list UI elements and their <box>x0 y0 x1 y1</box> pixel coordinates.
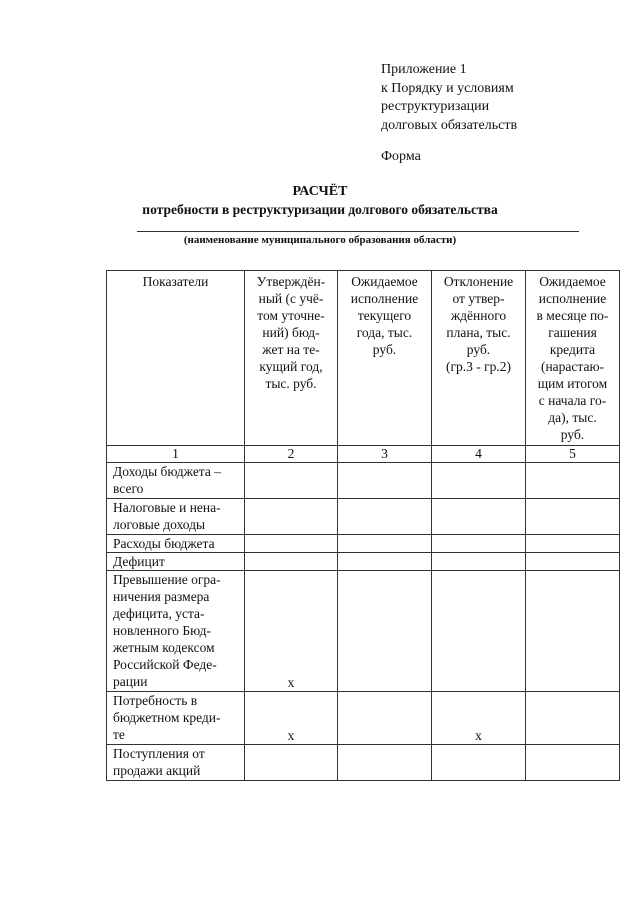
value-cell <box>245 463 338 499</box>
row-label: Доходы бюджета – всего <box>107 463 245 499</box>
municipality-name-line <box>137 231 579 232</box>
calculation-table <box>106 270 620 781</box>
municipality-name-caption: (наименование муниципального образования области) <box>183 234 457 246</box>
value-cell <box>432 745 526 781</box>
row-label: Расходы бюджета <box>107 535 245 553</box>
value-cell <box>432 499 526 535</box>
value-cell <box>245 553 338 571</box>
value-cell <box>338 692 432 745</box>
header-text: Ожидаемое исполнение текущего года, тыс. руб. <box>350 274 419 357</box>
row-label: Потребность в бюджетном креди- те <box>107 692 245 745</box>
value-cell <box>526 571 620 692</box>
value-cell <box>432 571 526 692</box>
table-row <box>107 692 620 745</box>
table-row <box>107 745 620 781</box>
value-cell <box>245 535 338 553</box>
value-cell: x <box>245 571 338 692</box>
row-label: Налоговые и нена- логовые доходы <box>107 499 245 535</box>
table-row <box>107 571 620 692</box>
value-cell <box>338 745 432 781</box>
header-text: Утверждён- ный (с учё- том уточне- ний) бюд- жет на те- кущий год, тыс. руб. <box>256 274 326 391</box>
form-label: Форма <box>381 149 421 164</box>
appendix-line: к Порядку и условиям <box>381 80 514 96</box>
column-number: 2 <box>245 446 338 463</box>
value-cell <box>526 745 620 781</box>
value-cell: x <box>245 692 338 745</box>
value-cell <box>432 463 526 499</box>
value-cell <box>526 553 620 571</box>
value-cell <box>338 463 432 499</box>
value-cell <box>526 499 620 535</box>
column-number: 4 <box>432 446 526 463</box>
value-cell <box>338 571 432 692</box>
table-row <box>107 463 620 499</box>
table-row <box>107 535 620 553</box>
appendix-block <box>381 61 517 135</box>
value-cell <box>432 535 526 553</box>
header-text: Показатели <box>142 274 209 289</box>
appendix-line: Приложение 1 <box>381 62 467 77</box>
column-number: 5 <box>526 446 620 463</box>
header-cell <box>338 271 432 446</box>
column-number-row <box>107 446 620 463</box>
value-cell: x <box>432 692 526 745</box>
column-number: 1 <box>107 446 245 463</box>
header-cell <box>526 271 620 446</box>
value-cell <box>245 745 338 781</box>
column-number: 3 <box>338 446 432 463</box>
value-cell <box>338 535 432 553</box>
value-cell <box>526 692 620 745</box>
value-cell <box>245 499 338 535</box>
header-text: Ожидаемое исполнение в месяце по- гашения кредита (нарастаю- щим итогом с начала го- да), тыс. руб. <box>536 274 609 442</box>
header-text: Отклонение от утвер- ждённого плана, тыс. руб. (гр.3 - гр.2) <box>443 274 514 374</box>
appendix-line: долговых обязательств <box>381 117 518 133</box>
value-cell <box>338 499 432 535</box>
value-cell <box>432 553 526 571</box>
table-row <box>107 499 620 535</box>
value-cell <box>526 463 620 499</box>
header-cell <box>107 271 245 446</box>
header-cell <box>432 271 526 446</box>
value-cell <box>526 535 620 553</box>
value-cell <box>338 553 432 571</box>
row-label: Превышение огра- ничения размера дефицита, уста- новленного Бюд- жетным кодексом Российской Феде- рации <box>107 571 245 692</box>
appendix-line: реструктуризации <box>381 99 490 114</box>
document-title: РАСЧЁТ <box>292 184 348 199</box>
header-cell <box>245 271 338 446</box>
table-header-row <box>107 271 620 446</box>
table-row <box>107 553 620 571</box>
row-label: Дефицит <box>107 553 245 571</box>
row-label: Поступления от продажи акций <box>107 745 245 781</box>
document-subtitle: потребности в реструктуризации долгового обязательства <box>142 202 498 217</box>
